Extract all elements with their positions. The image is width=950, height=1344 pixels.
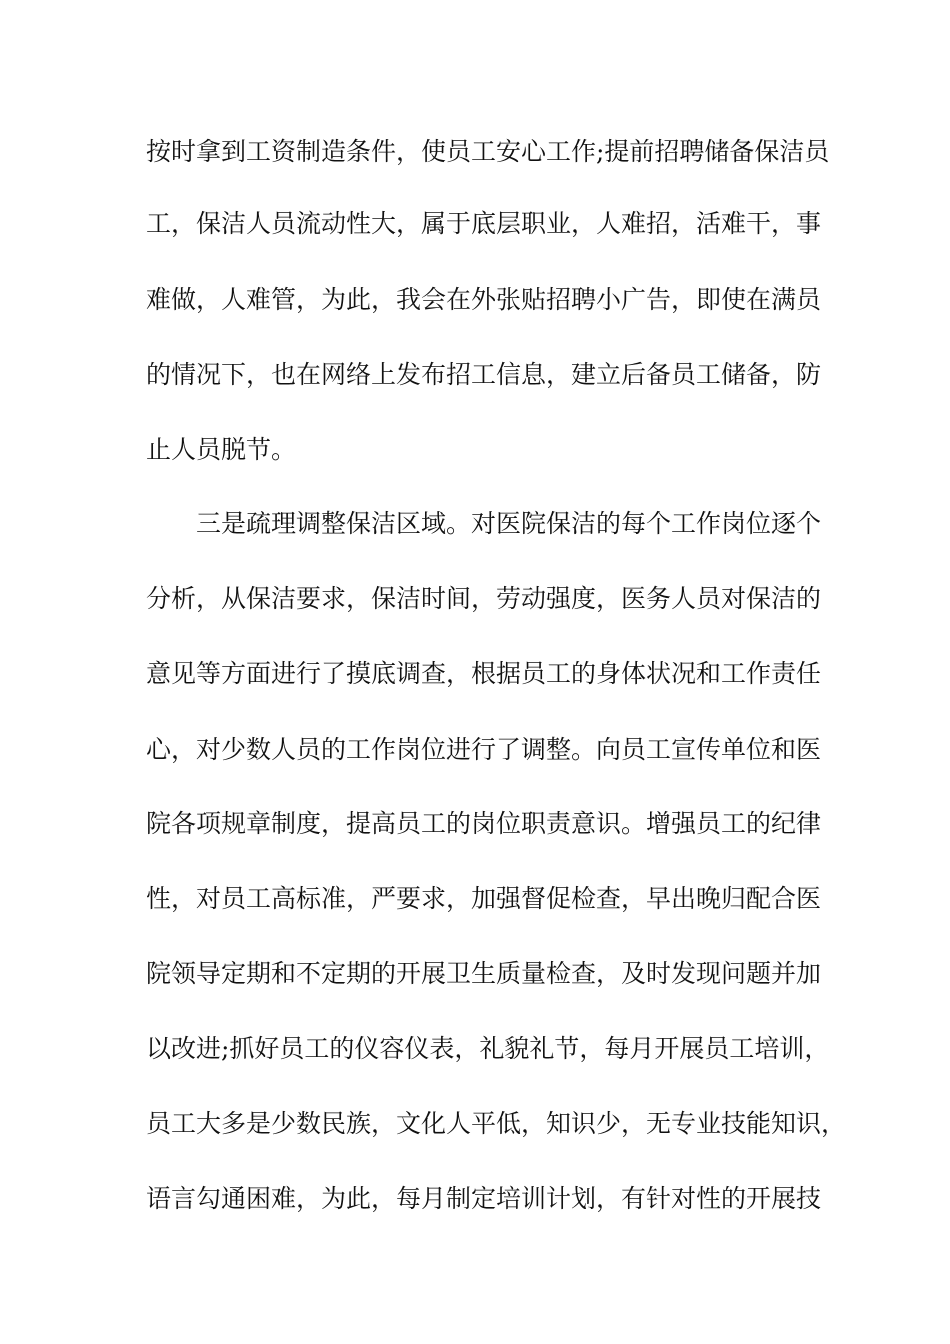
text-line-15: 语言勾通困难，为此，每月制定培训计划，有针对性的开展技 — [146, 1184, 822, 1213]
text-line-14: 员工大多是少数民族，文化人平低，知识少，无专业技能知识， — [146, 1109, 847, 1138]
text-line-5: 止人员脱节。 — [146, 435, 297, 464]
text-line-4: 的情况下，也在网络上发布招工信息，建立后备员工储备，防 — [146, 360, 822, 389]
paragraph-start-line: 三是疏理调整保洁区域。对医院保洁的每个工作岗位逐个 — [196, 509, 822, 538]
text-line-9: 心，对少数人员的工作岗位进行了调整。向员工宣传单位和医 — [146, 735, 822, 764]
text-line-3: 难做，人难管，为此，我会在外张贴招聘小广告，即使在满员 — [146, 285, 822, 314]
text-line-13: 以改进;抓好员工的仪容仪表，礼貌礼节，每月开展员工培训， — [146, 1034, 830, 1063]
text-line-1: 按时拿到工资制造条件，使员工安心工作;提前招聘储备保洁员 — [146, 137, 830, 166]
text-line-10: 院各项规章制度，提高员工的岗位职责意识。增强员工的纪律 — [146, 809, 822, 838]
text-line-8: 意见等方面进行了摸底调查，根据员工的身体状况和工作责任 — [146, 659, 822, 688]
text-line-12: 院领导定期和不定期的开展卫生质量检查，及时发现问题并加 — [146, 959, 822, 988]
text-line-7: 分析，从保洁要求，保洁时间，劳动强度，医务人员对保洁的 — [146, 584, 822, 613]
text-line-2: 工，保洁人员流动性大，属于底层职业，人难招，活难干，事 — [146, 209, 822, 238]
text-line-11: 性，对员工高标准，严要求，加强督促检查，早出晚归配合医 — [146, 884, 822, 913]
